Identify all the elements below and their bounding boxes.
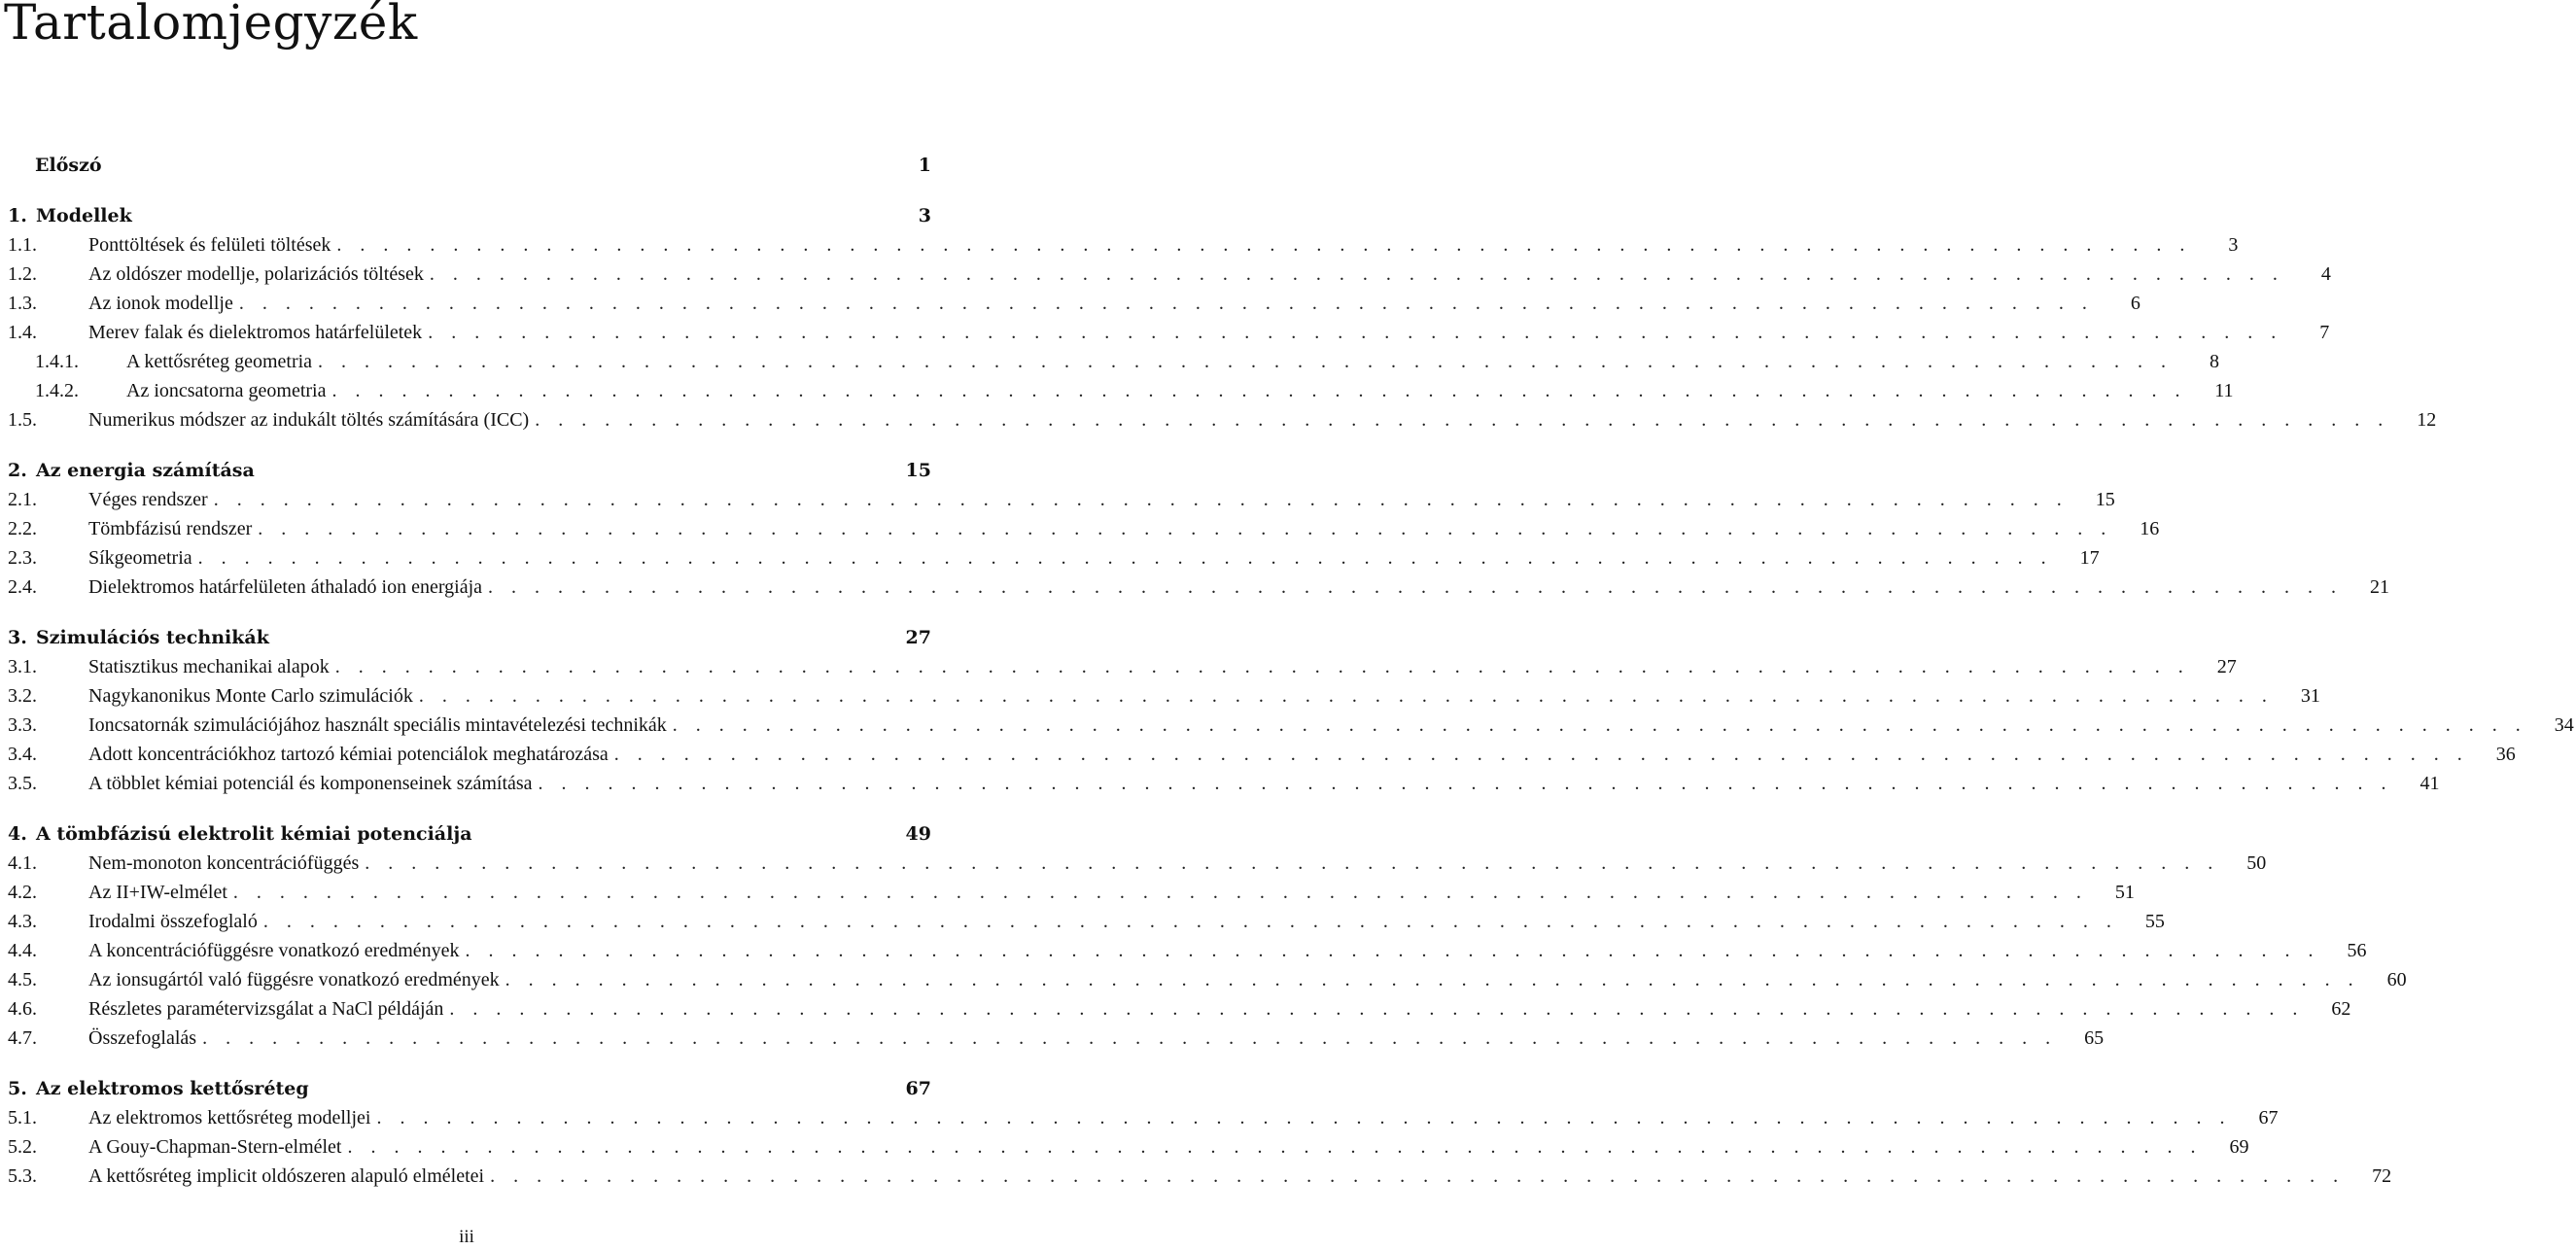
toc-section-entry[interactable] <box>0 1162 2392 1191</box>
toc-entry-number: 1. <box>8 205 27 226</box>
toc-section-entry[interactable] <box>0 376 2234 405</box>
toc-entry-page: 12 <box>2417 409 2437 431</box>
toc-entry-title: Az elektromos kettősréteg <box>36 1078 309 1099</box>
toc-entry-page: 3 <box>918 205 931 226</box>
toc-entry-title: Az ioncsatorna geometria <box>126 380 327 401</box>
toc-leader-dots: . . . . . . . . . . . . . . . . . . . . . . . . . . . . . . . . . . . . . . . . . . . . . . . . . . . . . . . . . . . . . . . . . . . . . . . . . . . . . . . . <box>365 852 2220 874</box>
toc-section-entry[interactable] <box>0 965 2407 994</box>
toc-entry-number: 1.4.1. <box>35 351 79 372</box>
toc-section-entry[interactable] <box>0 1103 2279 1132</box>
toc-entry-page: 55 <box>2144 911 2165 932</box>
toc-entry-page: 56 <box>2347 940 2367 961</box>
toc-entry-page: 6 <box>2130 293 2141 314</box>
toc-leader-dots: . . . . . . . . . . . . . . . . . . . . . . . . . . . . . . . . . . . . . . . . . . . . . . . . . . . . . . . . . . . . . . . . . . . . . . . . . . . . . . . . <box>428 322 2283 343</box>
toc-entry-title: Részletes paramétervizsgálat a NaCl példáján <box>88 998 444 1020</box>
toc-leader-dots: . . . . . . . . . . . . . . . . . . . . . . . . . . . . . . . . . . . . . . . . . . . . . . . . . . . . . . . . . . . . . . . . . . . . . . . . . . . . . . . . <box>262 911 2118 932</box>
toc-section-entry[interactable] <box>0 514 2160 543</box>
toc-entry-title: Véges rendszer <box>88 489 208 510</box>
toc-entry-page: 27 <box>2216 656 2237 677</box>
toc-entry-title: Az elektromos kettősréteg modelljei <box>88 1107 371 1128</box>
toc-entry-title: Numerikus módszer az indukált töltés számítására (ICC) <box>88 409 530 431</box>
toc-entry-number: 2.3. <box>8 547 37 569</box>
toc-entry-page: 31 <box>2300 685 2320 707</box>
toc-entry-title: Nagykanonikus Monte Carlo szimulációk <box>88 685 413 707</box>
toc-entry-title: Ioncsatornák szimulációjához használt speciális mintavételezési technikák <box>88 714 667 736</box>
toc-entry-title: Irodalmi összefoglaló <box>88 911 258 932</box>
toc-leader-dots: . . . . . . . . . . . . . . . . . . . . . . . . . . . . . . . . . . . . . . . . . . . . . . . . . . . . . . . . . . . . . . . . . . . . . . . . . . . . . . . . <box>429 263 2284 285</box>
toc-leader-dots: . . . . . . . . . . . . . . . . . . . . . . . . . . . . . . . . . . . . . . . . . . . . . . . . . . . . . . . . . . . . . . . . . . . . . . . . . . . . . . . . <box>258 518 2113 539</box>
toc-entry-number: 1.4. <box>8 322 37 343</box>
toc-section-entry[interactable] <box>0 878 2135 907</box>
toc-entry-title: Az ionok modellje <box>88 293 233 314</box>
toc-entry-page: 11 <box>2214 380 2234 401</box>
toc-chapter-entry[interactable] <box>0 151 933 180</box>
toc-entry-number: 2. <box>8 460 27 481</box>
toc-section-entry[interactable] <box>0 289 2141 318</box>
toc-entry-title: Az energia számítása <box>36 460 255 481</box>
toc-leader-dots: . . . . . . . . . . . . . . . . . . . . . . . . . . . . . . . . . . . . . . . . . . . . . . . . . . . . . . . . . . . . . . . . . . . . . . . . . . . . . . . . <box>418 685 2274 707</box>
toc-leader-dots: . . . . . . . . . . . . . . . . . . . . . . . . . . . . . . . . . . . . . . . . . . . . . . . . . . . . . . . . . . . . . . . . . . . . . . . . . . . . . . . . <box>232 882 2088 903</box>
toc-section-entry[interactable] <box>0 936 2367 965</box>
toc-chapter-entry[interactable] <box>0 819 933 849</box>
toc-entry-page: 67 <box>2258 1107 2279 1128</box>
toc-section-entry[interactable] <box>0 769 2440 798</box>
toc-chapter-entry[interactable] <box>0 1074 933 1103</box>
toc-entry-title: Merev falak és dielektromos határfelületek <box>88 322 423 343</box>
toc-entry-title: Dielektromos határfelületen áthaladó ion energiája <box>88 576 483 598</box>
toc-leader-dots: . . . . . . . . . . . . . . . . . . . . . . . . . . . . . . . . . . . . . . . . . . . . . . . . . . . . . . . . . . . . . . . . . . . . . . . . . . . . . . . . <box>318 351 2174 372</box>
toc-entry-number: 3.5. <box>8 773 37 794</box>
toc-entry-number: 1.1. <box>8 234 37 256</box>
toc-entry-number: 5. <box>8 1078 27 1099</box>
toc-entry-title: A koncentrációfüggésre vonatkozó eredmények <box>88 940 460 961</box>
toc-leader-dots: . . . . . . . . . . . . . . . . . . . . . . . . . . . . . . . . . . . . . . . . . . . . . . . . . . . . . . . . . . . . . . . . . . . . . . . . . . . . . . . . <box>376 1107 2232 1128</box>
toc-entry-title: Tömbfázisú rendszer <box>88 518 253 539</box>
toc-entry-page: 51 <box>2114 882 2135 903</box>
toc-entry-title: Modellek <box>36 205 132 226</box>
toc-entry-page: 49 <box>905 823 931 845</box>
toc-leader-dots: . . . . . . . . . . . . . . . . . . . . . . . . . . . . . . . . . . . . . . . . . . . . . . . . . . . . . . . . . . . . . . . . . . . . . . . . . . . . . . . . <box>336 234 2192 256</box>
toc-entry-title: Szimulációs technikák <box>36 627 269 648</box>
toc-section-entry[interactable] <box>0 485 2115 514</box>
toc-entry-page: 50 <box>2246 852 2267 874</box>
toc-leader-dots: . . . . . . . . . . . . . . . . . . . . . . . . . . . . . . . . . . . . . . . . . . . . . . . . . . . . . . . . . . . . . . . . . . . . . . . . . . . . . . . . <box>334 656 2190 677</box>
toc-entry-page: 69 <box>2229 1136 2249 1158</box>
toc-entry-page: 65 <box>2084 1027 2105 1049</box>
toc-section-entry[interactable] <box>0 681 2320 711</box>
toc-entry-page: 17 <box>2079 547 2100 569</box>
toc-entry-number: 3.3. <box>8 714 37 736</box>
toc-entry-title: A tömbfázisú elektrolit kémiai potenciálja <box>36 823 472 845</box>
toc-entry-number: 3.2. <box>8 685 37 707</box>
toc-entry-number: 4. <box>8 823 27 845</box>
toc-entry-number: 4.6. <box>8 998 37 1020</box>
toc-entry-title: Előszó <box>35 155 102 176</box>
toc-entry-number: 4.1. <box>8 852 37 874</box>
toc-entry-page: 60 <box>2386 969 2407 990</box>
toc-leader-dots: . . . . . . . . . . . . . . . . . . . . . . . . . . . . . . . . . . . . . . . . . . . . . . . . . . . . . . . . . . . . . . . . . . . . . . . . . . . . . . . . <box>490 1165 2346 1187</box>
toc-section-entry[interactable] <box>0 907 2165 936</box>
toc-section-entry[interactable] <box>0 652 2237 681</box>
toc-entry-page: 67 <box>905 1078 931 1099</box>
toc-leader-dots: . . . . . . . . . . . . . . . . . . . . . . . . . . . . . . . . . . . . . . . . . . . . . . . . . . . . . . . . . . . . . . . . . . . . . . . . . . . . . . . . <box>465 940 2320 961</box>
toc-entry-title: Statisztikus mechanikai alapok <box>88 656 330 677</box>
table-of-contents <box>0 151 2574 1191</box>
toc-entry-page: 8 <box>2210 351 2220 372</box>
toc-entry-title: A kettősréteg geometria <box>126 351 313 372</box>
toc-entry-page: 41 <box>2419 773 2440 794</box>
toc-entry-page: 7 <box>2319 322 2330 343</box>
toc-entry-page: 72 <box>2372 1165 2392 1187</box>
toc-section-entry[interactable] <box>0 1024 2105 1053</box>
toc-section-entry[interactable] <box>0 347 2220 376</box>
toc-entry-number: 5.1. <box>8 1107 37 1128</box>
toc-chapter-entry[interactable] <box>0 623 933 652</box>
toc-entry-title: Nem-monoton koncentrációfüggés <box>88 852 360 874</box>
toc-leader-dots: . . . . . . . . . . . . . . . . . . . . . . . . . . . . . . . . . . . . . . . . . . . . . . . . . . . . . . . . . . . . . . . . . . . . . . . . . . . . . . . . <box>347 1136 2203 1158</box>
toc-entry-page: 34 <box>2554 714 2574 736</box>
toc-entry-title: A többlet kémiai potenciál és komponenseinek számítása <box>88 773 533 794</box>
page-title: Tartalomjegyzék <box>4 0 418 51</box>
toc-leader-dots: . . . . . . . . . . . . . . . . . . . . . . . . . . . . . . . . . . . . . . . . . . . . . . . . . . . . . . . . . . . . . . . . . . . . . . . . . . . . . . . . <box>197 547 2053 569</box>
toc-leader-dots: . . . . . . . . . . . . . . . . . . . . . . . . . . . . . . . . . . . . . . . . . . . . . . . . . . . . . . . . . . . . . . . . . . . . . . . . . . . . . . . . <box>538 773 2393 794</box>
toc-entry-number: 3.4. <box>8 744 37 765</box>
toc-entry-number: 2.4. <box>8 576 37 598</box>
toc-entry-title: A Gouy-Chapman-Stern-elmélet <box>88 1136 342 1158</box>
toc-entry-title: Az ionsugártól való függésre vonatkozó eredmények <box>88 969 500 990</box>
toc-leader-dots: . . . . . . . . . . . . . . . . . . . . . . . . . . . . . . . . . . . . . . . . . . . . . . . . . . . . . . . . . . . . . . . . . . . . . . . . . . . . . . . . <box>213 489 2069 510</box>
toc-entry-number: 2.1. <box>8 489 37 510</box>
toc-entry-page: 4 <box>2320 263 2331 285</box>
toc-entry-number: 1.2. <box>8 263 37 285</box>
toc-section-entry[interactable] <box>0 740 2516 769</box>
toc-entry-number: 3.1. <box>8 656 37 677</box>
toc-entry-title: Ponttöltések és felületi töltések <box>88 234 331 256</box>
toc-entry-page: 3 <box>2228 234 2239 256</box>
toc-entry-title: Összefoglalás <box>88 1027 197 1049</box>
toc-section-entry[interactable] <box>0 260 2331 289</box>
toc-leader-dots: . . . . . . . . . . . . . . . . . . . . . . . . . . . . . . . . . . . . . . . . . . . . . . . . . . . . . . . . . . . . . . . . . . . . . . . . . . . . . . . . <box>202 1027 2058 1049</box>
toc-entry-page: 27 <box>905 627 931 648</box>
toc-section-entry[interactable] <box>0 230 2239 260</box>
toc-entry-page: 1 <box>918 155 931 176</box>
toc-entry-number: 4.7. <box>8 1027 37 1049</box>
toc-entry-title: Az oldószer modellje, polarizációs töltések <box>88 263 424 285</box>
toc-entry-title: Adott koncentrációkhoz tartozó kémiai potenciálok meghatározása <box>88 744 609 765</box>
toc-entry-number: 4.2. <box>8 882 37 903</box>
toc-section-entry[interactable] <box>0 711 2574 740</box>
toc-entry-number: 5.3. <box>8 1165 37 1187</box>
toc-entry-page: 62 <box>2331 998 2351 1020</box>
toc-entry-number: 4.3. <box>8 911 37 932</box>
toc-entry-number: 3. <box>8 627 27 648</box>
toc-entry-page: 16 <box>2140 518 2160 539</box>
toc-leader-dots: . . . . . . . . . . . . . . . . . . . . . . . . . . . . . . . . . . . . . . . . . . . . . . . . . . . . . . . . . . . . . . . . . . . . . . . . . . . . . . . . <box>672 714 2527 736</box>
page-number: iii <box>459 1227 474 1247</box>
toc-section-entry[interactable] <box>0 573 2390 602</box>
toc-section-entry[interactable] <box>0 318 2330 347</box>
toc-entry-title: Az II+IW-elmélet <box>88 882 227 903</box>
toc-leader-dots: . . . . . . . . . . . . . . . . . . . . . . . . . . . . . . . . . . . . . . . . . . . . . . . . . . . . . . . . . . . . . . . . . . . . . . . . . . . . . . . . <box>331 380 2187 401</box>
toc-section-entry[interactable] <box>0 543 2100 573</box>
toc-leader-dots: . . . . . . . . . . . . . . . . . . . . . . . . . . . . . . . . . . . . . . . . . . . . . . . . . . . . . . . . . . . . . . . . . . . . . . . . . . . . . . . . <box>488 576 2344 598</box>
toc-leader-dots: . . . . . . . . . . . . . . . . . . . . . . . . . . . . . . . . . . . . . . . . . . . . . . . . . . . . . . . . . . . . . . . . . . . . . . . . . . . . . . . . <box>535 409 2390 431</box>
toc-entry-number: 5.2. <box>8 1136 37 1158</box>
toc-leader-dots: . . . . . . . . . . . . . . . . . . . . . . . . . . . . . . . . . . . . . . . . . . . . . . . . . . . . . . . . . . . . . . . . . . . . . . . . . . . . . . . . <box>613 744 2469 765</box>
toc-entry-title: A kettősréteg implicit oldószeren alapuló elméletei <box>88 1165 485 1187</box>
toc-section-entry[interactable] <box>0 994 2351 1024</box>
toc-leader-dots: . . . . . . . . . . . . . . . . . . . . . . . . . . . . . . . . . . . . . . . . . . . . . . . . . . . . . . . . . . . . . . . . . . . . . . . . . . . . . . . . <box>449 998 2305 1020</box>
toc-entry-number: 1.3. <box>8 293 37 314</box>
toc-entry-number: 2.2. <box>8 518 37 539</box>
toc-section-entry[interactable] <box>0 849 2267 878</box>
toc-chapter-entry[interactable] <box>0 456 933 485</box>
toc-entry-number: 1.4.2. <box>35 380 79 401</box>
toc-entry-page: 15 <box>905 460 931 481</box>
toc-entry-title: Síkgeometria <box>88 547 192 569</box>
toc-entry-page: 36 <box>2495 744 2516 765</box>
toc-entry-number: 1.5. <box>8 409 37 431</box>
toc-entry-page: 21 <box>2370 576 2390 598</box>
toc-section-entry[interactable] <box>0 405 2437 434</box>
toc-entry-number: 4.5. <box>8 969 37 990</box>
toc-chapter-entry[interactable] <box>0 201 933 230</box>
toc-leader-dots: . . . . . . . . . . . . . . . . . . . . . . . . . . . . . . . . . . . . . . . . . . . . . . . . . . . . . . . . . . . . . . . . . . . . . . . . . . . . . . . . <box>505 969 2360 990</box>
toc-leader-dots: . . . . . . . . . . . . . . . . . . . . . . . . . . . . . . . . . . . . . . . . . . . . . . . . . . . . . . . . . . . . . . . . . . . . . . . . . . . . . . . . <box>238 293 2094 314</box>
toc-entry-page: 15 <box>2095 489 2115 510</box>
toc-entry-number: 4.4. <box>8 940 37 961</box>
toc-section-entry[interactable] <box>0 1132 2249 1162</box>
